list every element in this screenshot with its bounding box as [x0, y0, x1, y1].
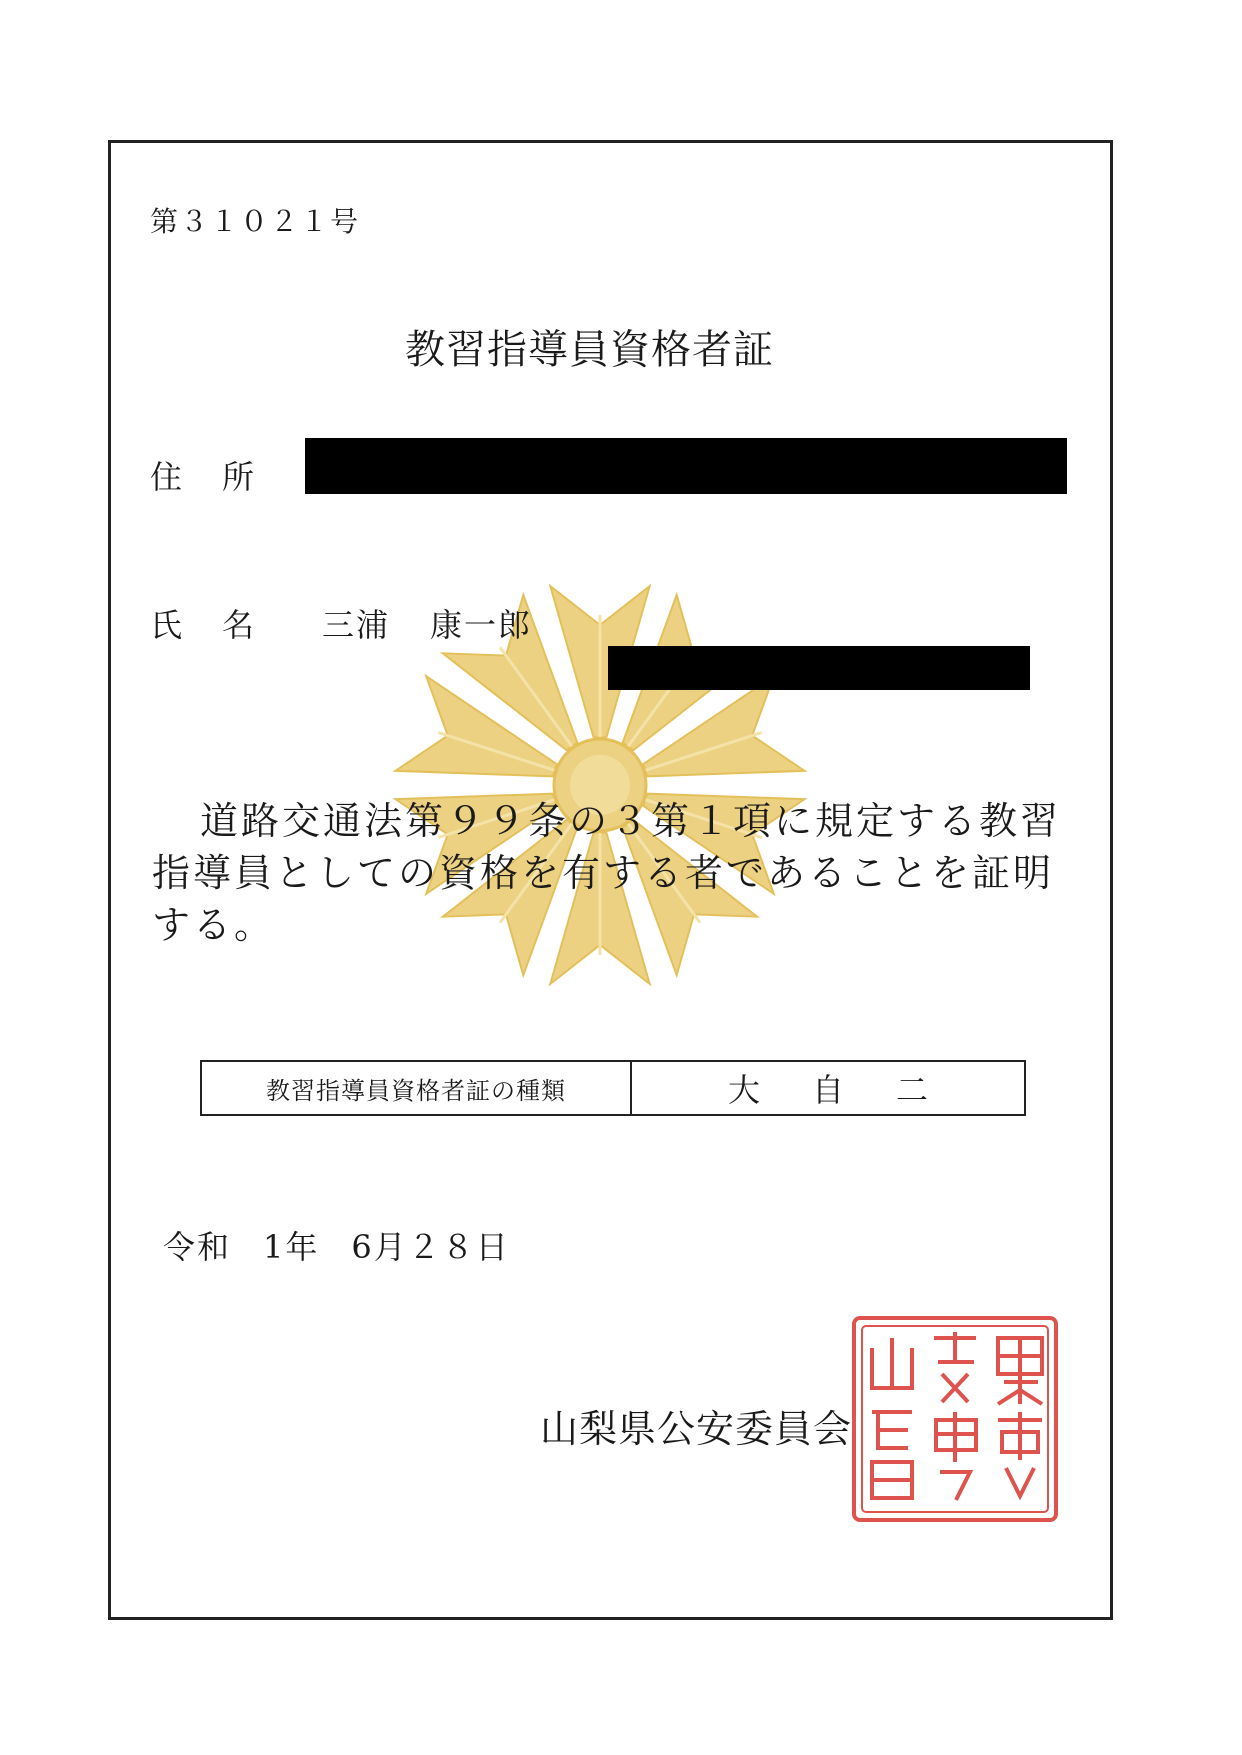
official-seal-stamp	[848, 1312, 1062, 1526]
license-type-values	[632, 1062, 1024, 1114]
issue-date-month-day: 6月２８日	[351, 1228, 510, 1266]
redacted-field	[608, 646, 1030, 690]
issue-date-year: 1年	[263, 1228, 320, 1266]
address-label-char-2: 所	[222, 458, 257, 496]
certificate-number: 第３１０２１号	[150, 205, 361, 238]
license-type-1: 大	[727, 1071, 760, 1109]
issue-date	[163, 1222, 510, 1268]
license-type-table	[200, 1060, 1026, 1116]
issuer-name: 山梨県公安委員会	[540, 1407, 853, 1451]
license-type-2: 自	[811, 1071, 844, 1109]
holder-given-name: 康一郎	[430, 606, 533, 644]
certification-statement: 道路交通法第９９条の３第１項に規定する教習指導員としての資格を有する者であることを証明する。	[152, 799, 1062, 947]
license-type-3: 二	[896, 1071, 929, 1109]
name-label	[150, 600, 256, 646]
holder-name	[322, 600, 532, 646]
name-label-char-2: 名	[222, 606, 257, 644]
license-type-label: 教習指導員資格者証の種類	[202, 1062, 632, 1114]
issue-date-era: 令和	[163, 1228, 232, 1266]
address-label-char-1: 住	[150, 458, 185, 496]
name-label-char-1: 氏	[150, 606, 185, 644]
holder-family-name: 三浦	[322, 606, 391, 644]
document-title: 教習指導員資格者証	[405, 327, 774, 373]
address-label	[150, 452, 256, 498]
redacted-address	[305, 438, 1067, 494]
